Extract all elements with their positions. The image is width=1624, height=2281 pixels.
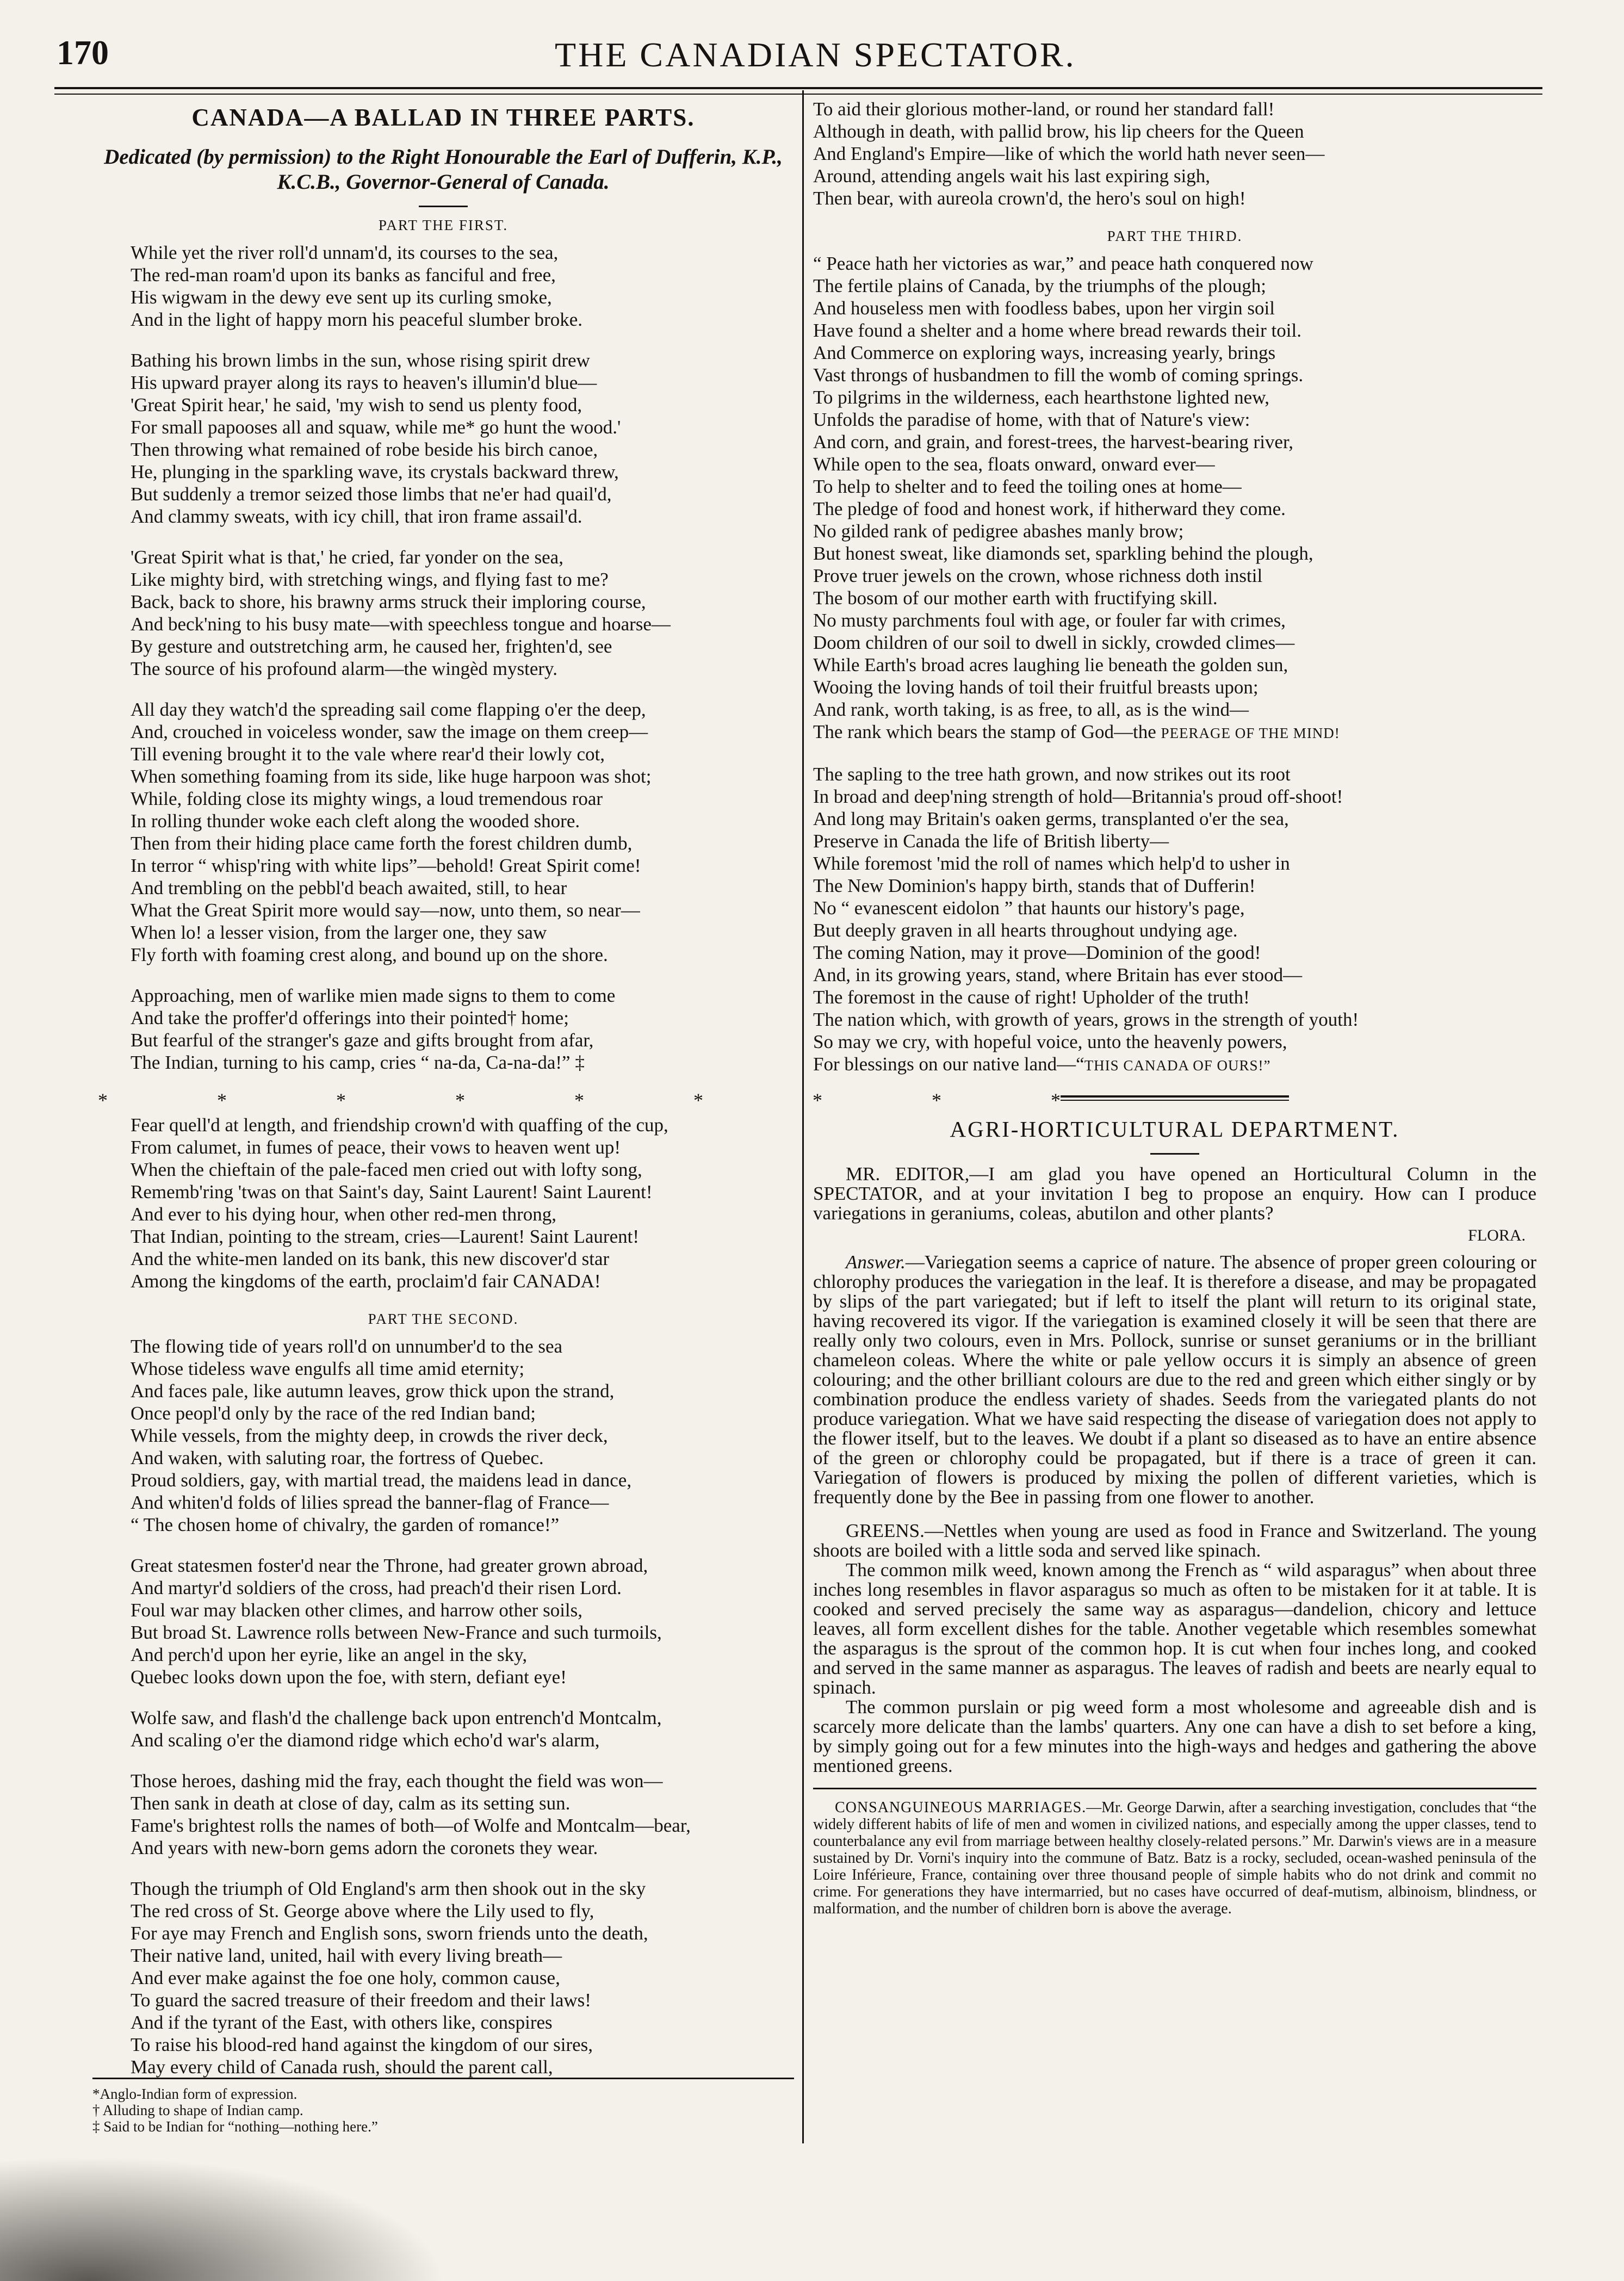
poem-line: Like mighty bird, with stretching wings, and flying fast to me? <box>131 569 609 590</box>
poem-line: To guard the sacred treasure of their freedom and their laws! <box>131 1989 591 2011</box>
ballad-dedication: Dedicated (by permission) to the Right Honourable the Earl of Dufferin, K.P., K.C.B., Governor-General of Canada. <box>104 145 783 194</box>
header-rule-thin <box>54 94 1542 95</box>
poem-line: The pledge of food and honest work, if hitherward they come. <box>813 498 1286 519</box>
poem-line: While vessels, from the mighty deep, in crowds the river deck, <box>131 1425 608 1446</box>
poem-line: Proud soldiers, gay, with martial tread, the maidens lead in dance, <box>131 1470 632 1491</box>
poem-line: Fear quell'd at length, and friendship crown'd with quaffing of the cup, <box>131 1114 668 1136</box>
poem-line: The foremost in the cause of right! Upholder of the truth! <box>813 987 1250 1008</box>
poem-line: And, crouched in voiceless wonder, saw the image on them creep— <box>131 721 648 742</box>
purslain-paragraph: The common purslain or pig weed form a most wholesome and agreeable dish and is scarcely more delicate than the lambs' quarters. Any one can have a dish to set before a king, by simply going out for a few minutes into the high-ways and hedges and gathering the above mentioned greens. <box>813 1696 1536 1776</box>
small-caps-text: PEERAGE OF THE MIND! <box>1161 725 1340 741</box>
editor-letter: MR. EDITOR,—I am glad you have opened an Horticultural Column in the SPECTATOR, and at your invitation I beg to propose an enquiry. How can I produce variegations in geraniums, coleas, abutilon and other plants? <box>813 1163 1536 1224</box>
stanza <box>131 1877 794 2078</box>
poem-line: Great statesmen foster'd near the Throne, had greater grown abroad, <box>131 1555 648 1576</box>
poem-line: Bathing his brown limbs in the sun, whose rising spirit drew <box>131 350 590 371</box>
letter-signature: FLORA. <box>1468 1226 1526 1244</box>
poem-line: And Commerce on exploring ways, increasing yearly, brings <box>813 342 1276 363</box>
poem-line: Then throwing what remained of robe beside his birch canoe, <box>131 439 598 460</box>
poem-line: But fearful of the stranger's gaze and gifts brought from afar, <box>131 1030 594 1051</box>
poem-line: Although in death, with pallid brow, his lip cheers for the Queen <box>813 121 1304 142</box>
poem-line: No gilded rank of pedigree abashes manly brow; <box>813 520 1184 542</box>
poem-line: Wolfe saw, and flash'd the challenge back upon entrench'd Montcalm, <box>131 1707 662 1728</box>
part-one-heading: PART THE FIRST. <box>378 217 509 233</box>
stanza <box>131 1114 794 1292</box>
poem-line: Though the triumph of Old England's arm then shook out in the sky <box>131 1878 646 1899</box>
poem-line: Then from their hiding place came forth the forest children dumb, <box>131 833 633 854</box>
poem-line: To raise his blood-red hand against the kingdom of our sires, <box>131 2034 593 2055</box>
poem-line: In terror “ whisp'ring with white lips”—behold! Great Spirit come! <box>131 855 641 876</box>
stanza <box>131 1554 794 1688</box>
poem-line: In rolling thunder woke each cleft along the wooded shore. <box>131 810 580 832</box>
footnote: ‡ Said to be Indian for “nothing—nothing here.” <box>92 2118 378 2135</box>
poem-line: 'Great Spirit hear,' he said, 'my wish to send us plenty food, <box>131 394 582 416</box>
greens-text: —Nettles when young are used as food in France and Switzerland. The young shoots are boiled with a little soda and served like spinach. <box>813 1520 1536 1561</box>
ballad-title: CANADA—A BALLAD IN THREE PARTS. <box>191 104 695 131</box>
poem-line: To pilgrims in the wilderness, each hearthstone lighted new, <box>813 387 1269 408</box>
poem-line: The Indian, turning to his camp, cries “ na-da, Ca-na-da!” ‡ <box>131 1052 585 1073</box>
section-double-rule <box>1061 1095 1289 1101</box>
poem-line: In broad and deep'ning strength of hold—Britannia's proud off-shoot! <box>813 786 1343 807</box>
poem-line: Quebec looks down upon the foe, with stern, defiant eye! <box>131 1666 567 1688</box>
poem-line: While, folding close its mighty wings, a loud tremendous roar <box>131 788 603 809</box>
poem-line: The bosom of our mother earth with fructifying skill. <box>813 587 1218 609</box>
footnote: † Alluding to shape of Indian camp. <box>92 2102 303 2118</box>
poem-line: But deeply graven in all hearts throughout undying age. <box>813 920 1238 941</box>
poem-line: And martyr'd soldiers of the cross, had preach'd their risen Lord. <box>131 1577 622 1598</box>
poem-line: And perch'd upon her eyrie, like an angel in the sky, <box>131 1644 528 1665</box>
poem-line: And if the tyrant of the East, with others like, conspires <box>131 2012 553 2033</box>
poem-line: Doom children of our soil to dwell in sickly, crowded climes— <box>813 632 1295 653</box>
note-label: CONSANGUINEOUS MARRIAGES. <box>835 1799 1087 1816</box>
poem-line: And corn, and grain, and forest-trees, the harvest-bearing river, <box>813 431 1293 453</box>
poem-line: Preserve in Canada the life of British liberty— <box>813 830 1169 852</box>
poem-line: And faces pale, like autumn leaves, grow thick upon the strand, <box>131 1380 615 1402</box>
poem-line: While yet the river roll'd unnam'd, its courses to the sea, <box>131 242 559 263</box>
stanza <box>131 546 794 680</box>
part-two-heading: PART THE SECOND. <box>368 1311 519 1327</box>
poem-line: Those heroes, dashing mid the fray, each thought the field was won— <box>131 1770 663 1792</box>
part-three-heading: PART THE THIRD. <box>1107 228 1243 244</box>
poem-line: Among the kingdoms of the earth, proclaim'd fair CANADA! <box>131 1270 601 1292</box>
poem-line: But suddenly a tremor seized those limbs that ne'er had quail'd, <box>131 484 612 505</box>
poem-line: The red-man roam'd upon its banks as fanciful and free, <box>131 264 556 286</box>
header-rule <box>54 87 1542 89</box>
poem-line: Fly forth with foaming crest along, and bound up on the shore. <box>131 944 608 965</box>
poem-line: And, in its growing years, stand, where Britain has ever stood— <box>813 964 1303 985</box>
stanza <box>131 349 794 528</box>
stanza-lines <box>813 252 1536 721</box>
part-one-body-continued <box>92 1114 794 1292</box>
milkweed-paragraph: The common milk weed, known among the French as “ wild asparagus” when about three inches long resembles in flavor asparagus so much as often to be mistaken for it at table. It is cooked and served precisely the same way as asparagus—dandelion, chicory and lettuce leaves, all form excellent dishes for the table. Another vegetable which resembles somewhat the asparagus is the sprout of the common hop. It is cut when four inches long, and cooked and served in the same manner as asparagus. The leaves of radish and beets are nearly equal to spinach. <box>813 1559 1536 1698</box>
poem-line: When something foaming from its side, like huge harpoon was shot; <box>131 766 652 787</box>
poem-line: The New Dominion's happy birth, stands that of Dufferin! <box>813 875 1256 896</box>
poem-line: Their native land, united, hail with every living breath— <box>131 1945 562 1966</box>
poem-line: While Earth's broad acres laughing lie beneath the golden sun, <box>813 654 1288 675</box>
stanza <box>131 241 794 331</box>
poem-line: No musty parchments foul with age, or fouler far with crimes, <box>813 610 1286 631</box>
poem-line: Fame's brightest rolls the names of both—of Wolfe and Montcalm—bear, <box>131 1815 691 1836</box>
poem-line: All day they watch'd the spreading sail come flapping o'er the deep, <box>131 699 646 720</box>
right-column <box>813 98 1536 1917</box>
poem-line: The nation which, with growth of years, grows in the strength of youth! <box>813 1009 1359 1030</box>
poem-line: And houseless men with foodless babes, upon her virgin soil <box>813 297 1275 319</box>
stanza <box>131 1770 794 1859</box>
note-text: —Mr. George Darwin, after a searching investigation, concludes that “the widely different habits of life of men and women in civilized nations, and especially among the upper classes, tend to counterbalance any evil from marriage between healthy closely-related persons.” Mr. Darwin's views are in a measure sustained by Dr. Vorni's inquiry into the commune of Batz. Batz is a rocky, secluded, ocean-washed peninsula of the Loire Inférieure, France, containing over three thousand people of simple habits who do not drink and commit no crime. For generations they have intermarried, but no cases have occurred of deaf-mutism, albinoism, blindness, or malformation, and the number of children born is above the average. <box>813 1799 1537 1917</box>
poem-line: “ The chosen home of chivalry, the garden of romance!” <box>131 1514 560 1535</box>
poem-line: For small papooses all and squaw, while me* go hunt the wood.' <box>131 417 621 438</box>
poem-line: “ Peace hath her victories as war,” and peace hath conquered now <box>813 253 1313 274</box>
poem-line: The flowing tide of years roll'd on unnumber'd to the sea <box>131 1336 563 1357</box>
poem-line: Vast throngs of husbandmen to fill the womb of coming springs. <box>813 364 1304 386</box>
poem-line: That Indian, pointing to the stream, cries—Laurent! Saint Laurent! <box>131 1226 639 1247</box>
answer-text: —Variegation seems a caprice of nature. The absence of proper green colouring or chlorophy produces the variegation in the leaf. It is therefore a disease, and may be propagated by slips of the part variegated; but if left to itself the plant will return to its original state, having recovered its vigor. If the variegation is examined closely it will be seen that there are really only two colours, even in Mrs. Pollock, sunrise or sunset geraniums or in the brilliant chameleon coleas. Where the white or pale yellow occurs it is simply an absence of green colouring; and the other brilliant colours are due to the red and green which either singly or by combination produce the endless variety of shades. Seeds from the variegated plants do not produce variegation. What we have said respecting the disease of variegation does not apply to the flower itself, but to the leaves. We doubt if a plant so diseased as to have an entire absence of the green or chlorophy could be propagated, but if there is a trace of green it can. Variegation of flowers is produced by mixing the pollen of different varieties, which is frequently done by the Bee in passing from one flower to another. <box>813 1251 1536 1508</box>
part-one-body <box>92 241 794 1074</box>
line-text: For blessings on our native land—“ <box>813 1053 1084 1075</box>
poem-line: While open to the sea, floats onward, onward ever— <box>813 454 1215 475</box>
poem-line: Have found a shelter and a home where bread rewards their toil. <box>813 320 1301 341</box>
part-two-body <box>92 1335 794 2078</box>
part-three-stanza <box>813 252 1536 745</box>
ballad-continuation <box>813 98 1536 209</box>
answer-paragraph <box>813 1253 1536 1507</box>
poem-line: Then bear, with aureola crown'd, the hero's soul on high! <box>813 188 1246 209</box>
poem-line: Unfolds the paradise of home, with that of Nature's view: <box>813 409 1250 430</box>
poem-line: His upward prayer along its rays to heaven's illumin'd blue— <box>131 372 597 393</box>
poem-line: Foul war may blacken other climes, and harrow other soils, <box>131 1600 583 1621</box>
poem-line: And England's Empire—like of which the world hath never seen— <box>813 143 1325 164</box>
poem-line: When lo! a lesser vision, from the larger one, they saw <box>131 922 547 943</box>
poem-line: And take the proffer'd offerings into their pointed† home; <box>131 1007 569 1028</box>
answer-label: Answer. <box>846 1251 906 1273</box>
section-asterisks: * * * * * * * * * <box>98 1089 1113 1111</box>
poem-line: And clammy sweats, with icy chill, that iron frame assail'd. <box>131 506 582 527</box>
poem-line: Then sank in death at close of day, calm as its setting sun. <box>131 1793 571 1814</box>
section-rule <box>813 1788 1536 1789</box>
poem-line: Wooing the loving hands of toil their fruitful breasts upon; <box>813 677 1259 698</box>
part-three-stanza <box>813 763 1536 1077</box>
poem-line: And trembling on the pebbl'd beach awaited, still, to hear <box>131 877 567 898</box>
poem-line: His wigwam in the dewy eve sent up its curling smoke, <box>131 287 552 308</box>
poem-line: The red cross of St. George above where the Lily used to fly, <box>131 1900 594 1922</box>
poem-line: Rememb'ring 'twas on that Saint's day, Saint Laurent! Saint Laurent! <box>131 1181 653 1203</box>
column-divider <box>802 90 804 2143</box>
poem-line: And ever to his dying hour, when other red-men throng, <box>131 1204 557 1225</box>
poem-line: And in the light of happy morn his peaceful slumber broke. <box>131 309 583 330</box>
poem-line: Till evening brought it to the vale where rear'd their lowly cot, <box>131 743 605 765</box>
poem-line: And waken, with saluting roar, the fortress of Quebec. <box>131 1447 544 1468</box>
poem-line: Back, back to shore, his brawny arms struck their imploring course, <box>131 591 646 612</box>
poem-line: And ever make against the foe one holy, common cause, <box>131 1967 560 1988</box>
line-text: The rank which bears the stamp of God—the <box>813 721 1161 742</box>
stanza <box>131 1335 794 1536</box>
poem-line: Around, attending angels wait his last expiring sigh, <box>813 165 1211 187</box>
stanza <box>131 698 794 966</box>
poem-line: 'Great Spirit what is that,' he cried, far yonder on the sea, <box>131 547 563 568</box>
poem-line: For aye may French and English sons, sworn friends unto the death, <box>131 1923 648 1944</box>
poem-line: When the chieftain of the pale-faced men cried out with lofty song, <box>131 1159 642 1180</box>
poem-line: But broad St. Lawrence rolls between New-France and such turmoils, <box>131 1622 662 1643</box>
poem-line <box>813 721 1536 745</box>
poem-line: The sapling to the tree hath grown, and now strikes out its root <box>813 764 1291 785</box>
poem-line: And the white-men landed on its bank, this new discover'd star <box>131 1248 610 1269</box>
poem-line: No “ evanescent eidolon ” that haunts our history's page, <box>813 897 1245 919</box>
poem-line: And scaling o'er the diamond ridge which echo'd war's alarm, <box>131 1730 600 1751</box>
poem-line: The coming Nation, may it prove—Dominion of the good! <box>813 942 1261 963</box>
poem-line: To aid their glorious mother-land, or round her standard fall! <box>813 98 1275 120</box>
poem-line: So may we cry, with hopeful voice, unto the heavenly powers, <box>813 1031 1287 1052</box>
footnote: *Anglo-Indian form of expression. <box>92 2086 297 2102</box>
poem-line: And long may Britain's oaken germs, transplanted o'er the sea, <box>813 808 1289 829</box>
scan-smudge <box>0 2156 446 2281</box>
poem-line: The fertile plains of Canada, by the triumphs of the plough; <box>813 275 1266 296</box>
greens-paragraph <box>813 1521 1536 1560</box>
stanza-lines <box>813 763 1536 1053</box>
stanza <box>131 984 794 1074</box>
consanguineous-note <box>813 1799 1536 1917</box>
poem-line: And beck'ning to his busy mate—with speechless tongue and hoarse— <box>131 613 671 635</box>
small-caps-text: THIS CANADA OF OURS!” <box>1084 1057 1271 1074</box>
poem-line <box>813 1053 1536 1077</box>
stanza <box>131 1707 794 1751</box>
poem-line: Approaching, men of warlike mien made signs to them to come <box>131 985 616 1006</box>
poem-line: The source of his profound alarm—the wingèd mystery. <box>131 658 558 679</box>
poem-line: And years with new-born gems adorn the coronets they wear. <box>131 1837 598 1858</box>
poem-line: By gesture and outstretching arm, he caused her, frighten'd, see <box>131 636 612 657</box>
poem-line: What the Great Spirit more would say—now, unto them, so near— <box>131 900 640 921</box>
greens-label: GREENS. <box>846 1520 925 1541</box>
poem-line: While foremost 'mid the roll of names which help'd to usher in <box>813 853 1290 874</box>
title-rule <box>419 206 468 207</box>
poem-line: Whose tideless wave engulfs all time amid eternity; <box>131 1358 525 1379</box>
masthead: THE CANADIAN SPECTATOR. <box>555 35 1076 74</box>
poem-line: Once peopl'd only by the race of the red Indian band; <box>131 1403 536 1424</box>
poem-line: And rank, worth taking, is as free, to all, as is the wind— <box>813 699 1249 720</box>
page-number: 170 <box>57 33 109 72</box>
agri-rule <box>1150 1153 1199 1155</box>
poem-line: And whiten'd folds of lilies spread the banner-flag of France— <box>131 1492 609 1513</box>
poem-line: May every child of Canada rush, should the parent call, <box>131 2056 553 2078</box>
poem-line: But honest sweat, like diamonds set, sparkling behind the plough, <box>813 543 1313 564</box>
footnotes <box>92 2078 794 2135</box>
poem-line: From calumet, in fumes of peace, their vows to heaven went up! <box>131 1137 621 1158</box>
poem-line: To help to shelter and to feed the toiling ones at home— <box>813 476 1242 497</box>
poem-line: Prove truer jewels on the crown, whose richness doth instil <box>813 565 1263 586</box>
agri-heading: AGRI-HORTICULTURAL DEPARTMENT. <box>950 1117 1400 1142</box>
poem-line: He, plunging in the sparkling wave, its crystals backward threw, <box>131 461 619 482</box>
